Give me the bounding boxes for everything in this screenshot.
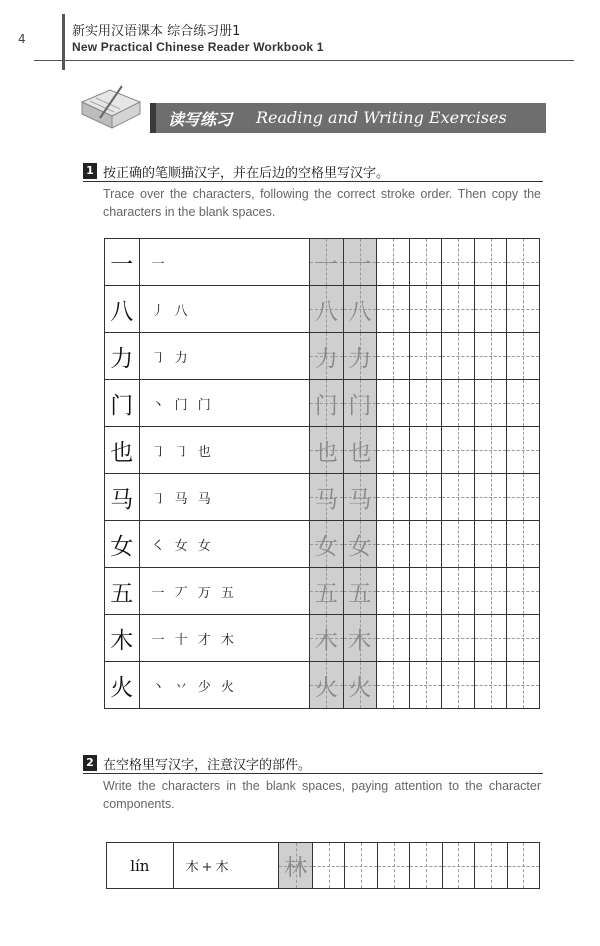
trace-character: 木 <box>348 627 372 654</box>
blank-writing-box[interactable] <box>474 286 507 333</box>
guide-lines <box>507 474 539 520</box>
blank-writing-box[interactable] <box>474 662 507 709</box>
guide-lines <box>507 662 539 708</box>
guide-lines <box>377 427 409 473</box>
blank-writing-box[interactable] <box>507 474 540 521</box>
trace-character: 马 <box>314 486 338 513</box>
banner-title-en: Reading and Writing Exercises <box>256 108 507 127</box>
guide-lines <box>475 286 507 332</box>
model-character: 五 <box>105 568 140 615</box>
trace-character: 也 <box>314 439 338 466</box>
blank-writing-box[interactable] <box>377 239 410 286</box>
blank-writing-box[interactable] <box>313 843 345 889</box>
model-character: 火 <box>105 662 140 709</box>
trace-character: 门 <box>348 392 372 419</box>
blank-writing-box[interactable] <box>409 662 442 709</box>
blank-writing-box[interactable] <box>474 568 507 615</box>
guide-lines <box>507 427 539 473</box>
stroke-order: 丿 八 <box>139 286 310 333</box>
exercise-instruction-en: Write the characters in the blank spaces, paying attention to the character components. <box>103 779 541 811</box>
model-character: 门 <box>105 380 140 427</box>
guide-lines <box>442 427 474 473</box>
practice-row <box>105 239 540 286</box>
guide-lines <box>410 615 442 661</box>
guide-lines <box>410 662 442 708</box>
exercise-underline <box>83 773 543 774</box>
blank-writing-box[interactable] <box>442 239 475 286</box>
header-title-en: New Practical Chinese Reader Workbook 1 <box>72 40 324 54</box>
stroke-order: 丶 丷 少 火 <box>139 662 310 709</box>
practice-row <box>105 615 540 662</box>
page-number: 4 <box>18 32 26 46</box>
header-rule <box>34 60 574 61</box>
model-character: 也 <box>105 427 140 474</box>
blank-writing-box[interactable] <box>409 286 442 333</box>
guide-lines <box>410 568 442 614</box>
trace-character: 八 <box>348 298 372 325</box>
model-character: 一 <box>105 239 140 286</box>
trace-character: 八 <box>314 298 338 325</box>
guide-lines <box>410 286 442 332</box>
blank-writing-box[interactable] <box>409 474 442 521</box>
guide-lines <box>378 843 409 888</box>
blank-writing-box[interactable] <box>377 286 410 333</box>
blank-writing-box[interactable] <box>442 427 475 474</box>
guide-lines <box>377 333 409 379</box>
blank-writing-box[interactable] <box>507 380 540 427</box>
guide-lines <box>410 239 442 285</box>
stroke-order: 一 丆 万 五 <box>139 568 310 615</box>
trace-character: 五 <box>314 580 338 607</box>
blank-writing-box[interactable] <box>475 843 507 889</box>
trace-box[interactable] <box>310 521 344 568</box>
guide-lines <box>410 427 442 473</box>
blank-writing-box[interactable] <box>409 333 442 380</box>
guide-lines <box>442 286 474 332</box>
book-icon <box>76 82 146 134</box>
blank-writing-box[interactable] <box>345 843 377 889</box>
trace-box[interactable] <box>343 380 377 427</box>
guide-lines <box>377 474 409 520</box>
trace-box[interactable] <box>310 615 344 662</box>
trace-character: 火 <box>314 674 338 701</box>
guide-lines <box>442 380 474 426</box>
guide-lines <box>475 474 507 520</box>
guide-lines <box>377 286 409 332</box>
stroke-order: ㇆ 力 <box>139 333 310 380</box>
blank-writing-box[interactable] <box>377 615 410 662</box>
blank-writing-box[interactable] <box>507 662 540 709</box>
blank-writing-box[interactable] <box>442 843 474 889</box>
practice-row <box>105 380 540 427</box>
blank-writing-box[interactable] <box>474 380 507 427</box>
exercise-underline <box>83 181 543 182</box>
stroke-order: 一 <box>139 239 310 286</box>
guide-lines <box>475 662 507 708</box>
trace-box[interactable] <box>310 427 344 474</box>
blank-writing-box[interactable] <box>442 286 475 333</box>
stroke-order: 一 十 才 木 <box>139 615 310 662</box>
trace-character: 力 <box>348 345 372 372</box>
blank-writing-box[interactable] <box>474 239 507 286</box>
blank-writing-box[interactable] <box>409 380 442 427</box>
guide-lines <box>442 568 474 614</box>
blank-writing-box[interactable] <box>409 427 442 474</box>
trace-character: 火 <box>348 674 372 701</box>
banner-title-cn: 读写练习 <box>168 110 233 129</box>
guide-lines <box>475 333 507 379</box>
guide-lines <box>377 521 409 567</box>
guide-lines <box>377 662 409 708</box>
trace-character: 马 <box>348 486 372 513</box>
guide-lines <box>507 568 539 614</box>
exercise-number-badge: 2 <box>83 755 97 771</box>
exercise-instruction-en: Trace over the characters, following the correct stroke order. Then copy the characters in the blank spaces. <box>103 187 541 219</box>
blank-writing-box[interactable] <box>377 568 410 615</box>
trace-character: 一 <box>314 251 338 278</box>
exercise-instruction-cn: 按正确的笔顺描汉字，并在后边的空格里写汉字。 <box>103 166 390 181</box>
blank-writing-box[interactable] <box>377 427 410 474</box>
guide-lines <box>475 380 507 426</box>
header-title-cn: 新实用汉语课本 综合练习册1 <box>72 24 241 39</box>
blank-writing-box[interactable] <box>474 615 507 662</box>
practice-row <box>105 568 540 615</box>
exercise-instruction-cn: 在空格里写汉字，注意汉字的部件。 <box>103 758 312 773</box>
trace-character: 一 <box>348 251 372 278</box>
guide-lines <box>410 474 442 520</box>
model-character: 马 <box>105 474 140 521</box>
guide-lines <box>475 521 507 567</box>
trace-box[interactable] <box>343 568 377 615</box>
exercise-number-badge: 1 <box>83 163 97 179</box>
trace-box[interactable] <box>310 474 344 521</box>
guide-lines <box>442 474 474 520</box>
model-character: 木 <box>105 615 140 662</box>
component-row <box>107 843 540 889</box>
practice-row <box>105 474 540 521</box>
trace-box[interactable] <box>310 662 344 709</box>
blank-writing-box[interactable] <box>377 474 410 521</box>
guide-lines <box>507 615 539 661</box>
blank-writing-box[interactable] <box>507 333 540 380</box>
guide-lines <box>475 568 507 614</box>
guide-lines <box>507 239 539 285</box>
components: 木+木 <box>173 843 279 889</box>
practice-row <box>105 662 540 709</box>
trace-box[interactable] <box>343 662 377 709</box>
blank-writing-box[interactable] <box>377 380 410 427</box>
trace-box[interactable] <box>310 239 344 286</box>
guide-lines <box>442 333 474 379</box>
practice-row <box>105 521 540 568</box>
guide-lines <box>475 615 507 661</box>
guide-lines <box>410 843 441 888</box>
blank-writing-box[interactable] <box>377 521 410 568</box>
guide-lines <box>410 521 442 567</box>
blank-writing-box[interactable] <box>377 662 410 709</box>
blank-writing-box[interactable] <box>442 474 475 521</box>
blank-writing-box[interactable] <box>474 427 507 474</box>
guide-lines <box>377 615 409 661</box>
guide-lines <box>442 662 474 708</box>
trace-box[interactable] <box>343 286 377 333</box>
guide-lines <box>442 521 474 567</box>
blank-writing-box[interactable] <box>442 380 475 427</box>
blank-writing-box[interactable] <box>377 843 409 889</box>
blank-writing-box[interactable] <box>409 568 442 615</box>
blank-writing-box[interactable] <box>442 662 475 709</box>
stroke-order: ㇛ 女 女 <box>139 521 310 568</box>
guide-lines <box>475 427 507 473</box>
trace-box[interactable] <box>343 427 377 474</box>
blank-writing-box[interactable] <box>442 568 475 615</box>
trace-box[interactable] <box>343 474 377 521</box>
guide-lines <box>475 239 507 285</box>
blank-writing-box[interactable] <box>442 521 475 568</box>
blank-writing-box[interactable] <box>474 474 507 521</box>
trace-character: 林 <box>284 855 308 881</box>
blank-writing-box[interactable] <box>507 286 540 333</box>
blank-writing-box[interactable] <box>474 521 507 568</box>
trace-box[interactable] <box>310 333 344 380</box>
blank-writing-box[interactable] <box>442 615 475 662</box>
trace-character: 木 <box>314 627 338 654</box>
guide-lines <box>377 239 409 285</box>
trace-character: 也 <box>348 439 372 466</box>
blank-writing-box[interactable] <box>474 333 507 380</box>
trace-box[interactable] <box>279 843 313 889</box>
trace-box[interactable] <box>343 521 377 568</box>
blank-writing-box[interactable] <box>507 568 540 615</box>
model-character: 力 <box>105 333 140 380</box>
component-practice-grid <box>106 842 540 889</box>
blank-writing-box[interactable] <box>410 843 442 889</box>
blank-writing-box[interactable] <box>507 239 540 286</box>
blank-writing-box[interactable] <box>507 427 540 474</box>
blank-writing-box[interactable] <box>507 843 539 889</box>
blank-writing-box[interactable] <box>507 521 540 568</box>
guide-lines <box>442 239 474 285</box>
blank-writing-box[interactable] <box>409 615 442 662</box>
trace-character: 五 <box>348 580 372 607</box>
stroke-order: ㇆ ㇆ 也 <box>139 427 310 474</box>
practice-row <box>105 333 540 380</box>
blank-writing-box[interactable] <box>409 239 442 286</box>
section-banner <box>150 103 546 133</box>
model-character: 八 <box>105 286 140 333</box>
guide-lines <box>475 843 506 888</box>
guide-lines <box>410 333 442 379</box>
header-divider-vertical <box>62 14 65 70</box>
pinyin: lín <box>107 843 174 889</box>
guide-lines <box>508 843 539 888</box>
guide-lines <box>507 286 539 332</box>
blank-writing-box[interactable] <box>409 521 442 568</box>
blank-writing-box[interactable] <box>442 333 475 380</box>
trace-character: 女 <box>348 533 372 560</box>
trace-box[interactable] <box>343 239 377 286</box>
trace-box[interactable] <box>310 286 344 333</box>
guide-lines <box>345 843 376 888</box>
practice-row <box>105 427 540 474</box>
trace-box[interactable] <box>310 568 344 615</box>
trace-box[interactable] <box>310 380 344 427</box>
stroke-order: ㇆ 马 马 <box>139 474 310 521</box>
trace-box[interactable] <box>343 615 377 662</box>
trace-character: 女 <box>314 533 338 560</box>
trace-character: 门 <box>314 392 338 419</box>
model-character: 女 <box>105 521 140 568</box>
guide-lines <box>410 380 442 426</box>
guide-lines <box>377 568 409 614</box>
guide-lines <box>507 333 539 379</box>
guide-lines <box>313 843 344 888</box>
blank-writing-box[interactable] <box>507 615 540 662</box>
guide-lines <box>507 521 539 567</box>
stroke-practice-grid <box>104 238 540 709</box>
guide-lines <box>377 380 409 426</box>
guide-lines <box>443 843 474 888</box>
guide-lines <box>442 615 474 661</box>
stroke-order: 丶 门 门 <box>139 380 310 427</box>
practice-row <box>105 286 540 333</box>
blank-writing-box[interactable] <box>377 333 410 380</box>
guide-lines <box>507 380 539 426</box>
trace-box[interactable] <box>343 333 377 380</box>
trace-character: 力 <box>314 345 338 372</box>
